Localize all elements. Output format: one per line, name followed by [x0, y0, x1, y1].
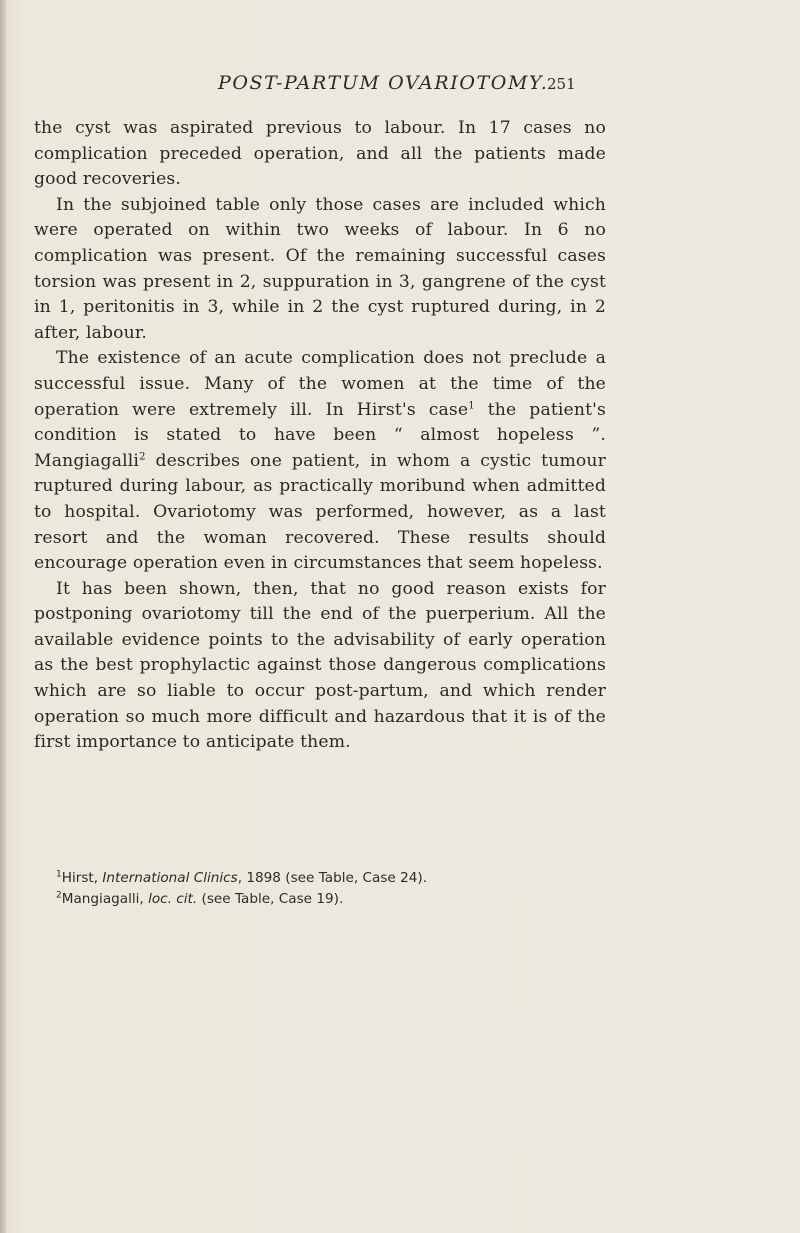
- paragraph-1: the cyst was aspirated previous to labour. In 17 cases no complication preceded operation, and all the patients made good recoveries.: [34, 118, 606, 190]
- page-spine-shadow: [0, 0, 6, 1233]
- page-number: 251: [547, 75, 576, 93]
- footnote-number: 1: [56, 869, 62, 880]
- body-text: [34, 116, 606, 756]
- paragraph-3-part-2: the patient's condition is stated to have been “ almost hopeless ”. Mangiagalli: [34, 399, 606, 471]
- paragraph-4: It has been shown, then, that no good reason exists for postponing ovariotomy till the end of the puerperium. All the available evidence points to the advisability of early operation as the best prophylactic against those dangerous complications which are so liable to occur post-partum, and which render operation so much more difficult and hazardous that it is of the first importance to anticipate them.: [34, 578, 606, 753]
- paragraph-3: [34, 346, 606, 576]
- paragraph-2: In the subjoined table only those cases are included which were operated on within two weeks of labour. In 6 no complication was present. Of the remaining successful cases torsion was present in 2, suppuration in 3, gangrene of the cyst in 1, peritonitis in 3, while in 2 the cyst ruptured during, in 2 after, labour.: [34, 194, 606, 343]
- footnote-detail: (see Table, Case 19).: [197, 891, 344, 907]
- footnote-author: Mangiagalli,: [61, 891, 149, 907]
- running-head: POST-PARTUM OVARIOTOMY.: [218, 72, 549, 94]
- footnote-author: Hirst,: [61, 870, 103, 886]
- footnote-reference-1: 1: [468, 399, 475, 411]
- footnote-number: 2: [56, 890, 62, 901]
- page-header: [0, 72, 800, 102]
- footnote-source-title: International Clinics: [102, 870, 238, 886]
- footnote-reference-2: 2: [139, 450, 146, 462]
- footnotes: [34, 868, 606, 910]
- footnote-source-title: loc. cit.: [148, 891, 198, 907]
- footnote-detail: , 1898 (see Table, Case 24).: [237, 870, 428, 886]
- paragraph-3-part-1: The existence of an acute complication does not preclude a successful issue. Many of the women at the time of the operation were extremely ill. In Hirst's case: [34, 348, 606, 420]
- footnote-1: [34, 868, 606, 889]
- paragraph-3-part-3: describes one patient, in whom a cystic tumour ruptured during labour, as practically moribund when admitted to hospital. Ovariotomy was performed, however, as a last resort and the woman recovered. These results should encourage operation even in circumstances that seem hopeless.: [34, 450, 606, 574]
- footnote-2: [34, 889, 606, 910]
